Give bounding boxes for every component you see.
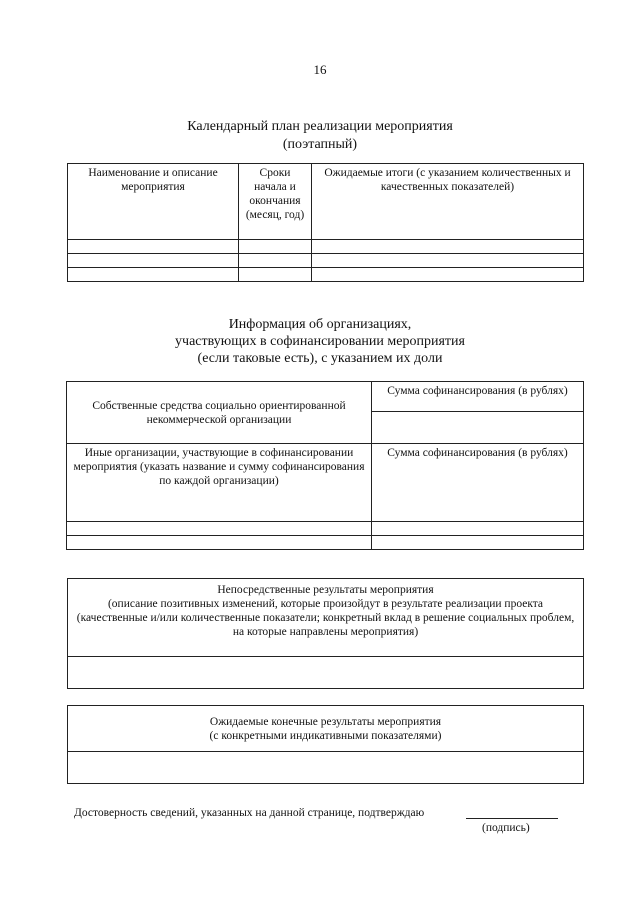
- signature-line: [466, 818, 558, 819]
- col-event-name: Наименование и описание мероприятия: [68, 164, 239, 240]
- table-row: [67, 536, 584, 550]
- other-orgs-label: Иные организации, участвующие в софинансировании мероприятия (указать название и сумму софинансирования по каждой организации): [67, 444, 372, 522]
- calendar-plan-subtitle: (поэтапный): [282, 137, 358, 152]
- orgs-title-line2: участвующих в софинансировании мероприятия: [175, 334, 465, 349]
- table-row: [68, 254, 584, 268]
- col-dates: Сроки начала и окончания (месяц, год): [239, 164, 312, 240]
- table-row: [67, 522, 584, 536]
- signature-caption: (подпись): [482, 822, 530, 834]
- table-row: [68, 268, 584, 282]
- calendar-plan-table: [67, 163, 584, 282]
- direct-results-heading: Непосредственные результаты мероприятия: [217, 584, 434, 596]
- page-number: 16: [313, 62, 327, 77]
- direct-results-description: (описание позитивных изменений, которые произойдут в результате реализации проекта (качественные и/или количественные показатели; конкретный вклад в решение социальных проблем, на которые направлены мероприятия): [76, 598, 575, 638]
- direct-results-table: [67, 578, 584, 689]
- table-row: [68, 240, 584, 254]
- final-results-heading: Ожидаемые конечные результаты мероприятия: [209, 715, 442, 728]
- orgs-title-line1: Информация об организациях,: [228, 317, 412, 332]
- sum-label-own: Сумма софинансирования (в рублях): [372, 382, 584, 412]
- orgs-title-line3: (если таковые есть), с указанием их доли: [197, 351, 443, 366]
- calendar-plan-title: Календарный план реализации мероприятия: [187, 119, 453, 134]
- own-funds-label: Собственные средства социально ориентированной некоммерческой организации: [67, 382, 372, 444]
- final-results-table: [67, 705, 584, 784]
- cofinancing-table: [66, 381, 584, 550]
- col-expected-results: Ожидаемые итоги (с указанием количественных и качественных показателей): [312, 164, 584, 240]
- confirmation-statement: Достоверность сведений, указанных на данной странице, подтверждаю: [74, 807, 425, 819]
- sum-label-other: Сумма софинансирования (в рублях): [372, 444, 584, 522]
- final-results-description: (с конкретными индикативными показателями): [209, 729, 442, 742]
